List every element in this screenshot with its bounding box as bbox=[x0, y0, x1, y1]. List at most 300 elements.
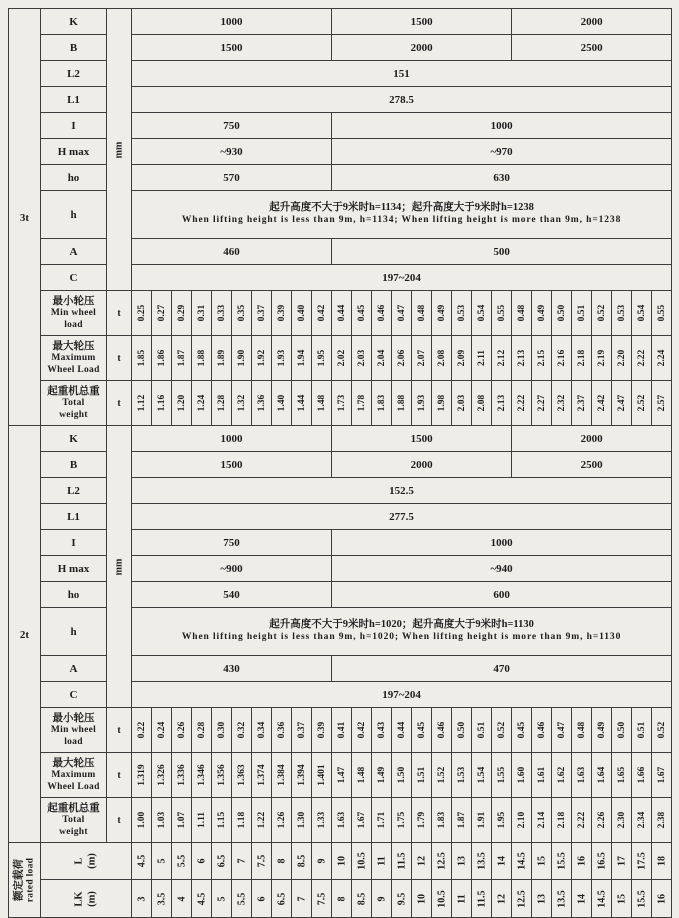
unit-t-label: t bbox=[107, 291, 132, 336]
span-value-cell: 12 bbox=[412, 843, 432, 880]
min-wheel-value-cell: 0.49 bbox=[532, 291, 552, 336]
max-wheel-value-cell: 1.55 bbox=[492, 753, 512, 798]
param-label-Hmax: H max bbox=[41, 139, 107, 165]
param-label-K: K bbox=[41, 426, 107, 452]
max-wheel-value-cell: 1.54 bbox=[472, 753, 492, 798]
total-weight-value-cell: 1.11 bbox=[192, 798, 212, 843]
param-label-total-weight: 起重机总重 Total weight bbox=[41, 381, 107, 426]
section-span bbox=[9, 843, 672, 918]
rail-value-cell: 13 bbox=[532, 880, 552, 918]
total-weight-value-cell: 1.48 bbox=[312, 381, 332, 426]
total-weight-value-cell: 1.40 bbox=[272, 381, 292, 426]
rated-load-header bbox=[12, 858, 37, 902]
max-wheel-value-cell: 2.07 bbox=[412, 336, 432, 381]
min-wheel-value-cell: 0.31 bbox=[192, 291, 212, 336]
crane-spec-table bbox=[8, 8, 672, 918]
min-wheel-value-cell: 0.51 bbox=[572, 291, 592, 336]
max-wheel-value-cell: 2.24 bbox=[652, 336, 672, 381]
min-wheel-value-cell: 0.26 bbox=[172, 708, 192, 753]
rail-value-cell: 10 bbox=[412, 880, 432, 918]
max-wheel-value-cell: 1.90 bbox=[232, 336, 252, 381]
min-wheel-value-cell: 0.49 bbox=[432, 291, 452, 336]
total-weight-value-cell: 1.83 bbox=[432, 798, 452, 843]
param-label-B: B bbox=[41, 35, 107, 61]
max-wheel-value-cell: 2.22 bbox=[632, 336, 652, 381]
total-weight-value-cell: 1.24 bbox=[192, 381, 212, 426]
max-wheel-value-cell: 1.64 bbox=[592, 753, 612, 798]
value-cell: 500 bbox=[332, 239, 672, 265]
min-wheel-value-cell: 0.51 bbox=[472, 708, 492, 753]
max-wheel-value-cell: 1.67 bbox=[652, 753, 672, 798]
span-value-cell: 5 bbox=[152, 843, 172, 880]
rail-label: LK (m) bbox=[73, 890, 97, 907]
total-weight-value-cell: 1.18 bbox=[232, 798, 252, 843]
param-label-L2: L2 bbox=[41, 478, 107, 504]
rail-value-cell: 12.5 bbox=[512, 880, 532, 918]
max-wheel-value-cell: 1.60 bbox=[512, 753, 532, 798]
total-weight-value-cell: 1.00 bbox=[132, 798, 152, 843]
value-cell: 277.5 bbox=[132, 504, 672, 530]
row-min-wheel-3t bbox=[9, 291, 672, 336]
total-weight-value-cell: 2.18 bbox=[552, 798, 572, 843]
max-wheel-value-cell: 1.62 bbox=[552, 753, 572, 798]
max-wheel-value-cell: 1.93 bbox=[272, 336, 292, 381]
total-weight-value-cell: 2.52 bbox=[632, 381, 652, 426]
value-cell: 1500 bbox=[132, 35, 332, 61]
min-wheel-value-cell: 0.54 bbox=[472, 291, 492, 336]
max-wheel-value-cell: 1.52 bbox=[432, 753, 452, 798]
value-cell: 460 bbox=[132, 239, 332, 265]
min-wheel-value-cell: 0.52 bbox=[652, 708, 672, 753]
param-label-Hmax: H max bbox=[41, 556, 107, 582]
param-label-L1: L1 bbox=[41, 504, 107, 530]
total-weight-value-cell: 2.47 bbox=[612, 381, 632, 426]
rail-value-cell: 11.5 bbox=[472, 880, 492, 918]
value-cell: 470 bbox=[332, 656, 672, 682]
min-wheel-value-cell: 0.41 bbox=[332, 708, 352, 753]
lifting-height-note-en: When lifting height is less than 9m, h=1020; When lifting height is more than 9m, h=1130 bbox=[181, 632, 622, 643]
min-wheel-value-cell: 0.47 bbox=[552, 708, 572, 753]
max-wheel-value-cell: 2.04 bbox=[372, 336, 392, 381]
min-wheel-value-cell: 0.51 bbox=[632, 708, 652, 753]
total-weight-value-cell: 1.28 bbox=[212, 381, 232, 426]
min-wheel-value-cell: 0.39 bbox=[272, 291, 292, 336]
max-wheel-value-cell: 1.88 bbox=[192, 336, 212, 381]
max-wheel-value-cell: 1.401 bbox=[312, 753, 332, 798]
min-wheel-value-cell: 0.46 bbox=[372, 291, 392, 336]
span-value-cell: 15 bbox=[532, 843, 552, 880]
value-cell: 1000 bbox=[332, 113, 672, 139]
unit-mm-label: mm bbox=[113, 141, 125, 158]
rated-load-2t-label: 2t bbox=[19, 629, 30, 641]
value-cell: 278.5 bbox=[132, 87, 672, 113]
value-cell: 1500 bbox=[332, 426, 512, 452]
min-wheel-value-cell: 0.42 bbox=[312, 291, 332, 336]
min-wheel-value-cell: 0.44 bbox=[392, 708, 412, 753]
span-value-cell: 8 bbox=[272, 843, 292, 880]
param-label-L2: L2 bbox=[41, 61, 107, 87]
rail-value-cell: 9 bbox=[372, 880, 392, 918]
value-cell: 152.5 bbox=[132, 478, 672, 504]
unit-t-label: t bbox=[107, 381, 132, 426]
total-weight-value-cell: 1.67 bbox=[352, 798, 372, 843]
max-wheel-value-cell: 1.63 bbox=[572, 753, 592, 798]
value-cell: 1000 bbox=[132, 426, 332, 452]
param-label-h: h bbox=[41, 608, 107, 656]
min-wheel-value-cell: 0.45 bbox=[412, 708, 432, 753]
min-wheel-value-cell: 0.50 bbox=[452, 708, 472, 753]
total-weight-value-cell: 2.03 bbox=[452, 381, 472, 426]
max-wheel-value-cell: 2.18 bbox=[572, 336, 592, 381]
min-wheel-value-cell: 0.50 bbox=[552, 291, 572, 336]
param-label-ho: ho bbox=[41, 582, 107, 608]
rail-value-cell: 8 bbox=[332, 880, 352, 918]
value-cell: 1500 bbox=[132, 452, 332, 478]
min-wheel-value-cell: 0.34 bbox=[252, 708, 272, 753]
total-weight-value-cell: 1.93 bbox=[412, 381, 432, 426]
max-wheel-value-cell: 2.06 bbox=[392, 336, 412, 381]
value-cell: 2000 bbox=[512, 9, 672, 35]
rated-load-3t-label: 3t bbox=[19, 212, 30, 224]
max-wheel-value-cell: 1.94 bbox=[292, 336, 312, 381]
max-wheel-value-cell: 2.16 bbox=[552, 336, 572, 381]
span-value-cell: 11 bbox=[372, 843, 392, 880]
max-wheel-value-cell: 2.02 bbox=[332, 336, 352, 381]
max-wheel-value-cell: 1.66 bbox=[632, 753, 652, 798]
min-wheel-value-cell: 0.52 bbox=[492, 708, 512, 753]
max-wheel-value-cell: 1.86 bbox=[152, 336, 172, 381]
rail-value-cell: 11 bbox=[452, 880, 472, 918]
value-cell: 1000 bbox=[132, 9, 332, 35]
total-weight-value-cell: 2.57 bbox=[652, 381, 672, 426]
min-wheel-value-cell: 0.46 bbox=[532, 708, 552, 753]
max-wheel-value-cell: 1.61 bbox=[532, 753, 552, 798]
min-wheel-value-cell: 0.32 bbox=[232, 708, 252, 753]
rail-value-cell: 4.5 bbox=[192, 880, 212, 918]
unit-t-label: t bbox=[107, 336, 132, 381]
unit-t-label: t bbox=[107, 708, 132, 753]
rail-value-cell: 3 bbox=[132, 880, 152, 918]
min-wheel-value-cell: 0.43 bbox=[372, 708, 392, 753]
max-wheel-value-cell: 2.11 bbox=[472, 336, 492, 381]
row-min-wheel-2t bbox=[9, 708, 672, 753]
min-wheel-value-cell: 0.42 bbox=[352, 708, 372, 753]
rail-value-cell: 6 bbox=[252, 880, 272, 918]
lifting-height-note-cell bbox=[132, 191, 672, 239]
max-wheel-value-cell: 1.89 bbox=[212, 336, 232, 381]
min-wheel-value-cell: 0.47 bbox=[392, 291, 412, 336]
rail-value-cell: 5 bbox=[212, 880, 232, 918]
unit-mm-label: mm bbox=[113, 558, 125, 575]
total-weight-value-cell: 1.16 bbox=[152, 381, 172, 426]
min-wheel-value-cell: 0.48 bbox=[512, 291, 532, 336]
span-value-cell: 10.5 bbox=[352, 843, 372, 880]
total-weight-value-cell: 1.95 bbox=[492, 798, 512, 843]
value-cell: 197~204 bbox=[132, 265, 672, 291]
param-label-A: A bbox=[41, 239, 107, 265]
total-weight-value-cell: 1.22 bbox=[252, 798, 272, 843]
rated-load-cn: 额定载荷 bbox=[13, 859, 25, 901]
unit-t-label: t bbox=[107, 798, 132, 843]
max-wheel-value-cell: 2.12 bbox=[492, 336, 512, 381]
row-K-3t bbox=[9, 9, 672, 35]
row-LK bbox=[9, 880, 672, 918]
min-wheel-value-cell: 0.48 bbox=[412, 291, 432, 336]
total-weight-value-cell: 2.38 bbox=[652, 798, 672, 843]
span-label-cell bbox=[41, 843, 132, 880]
lifting-height-note-en: When lifting height is less than 9m, h=1134; When lifting height is more than 9m, h=1238 bbox=[181, 215, 622, 226]
value-cell: ~970 bbox=[332, 139, 672, 165]
total-weight-value-cell: 2.42 bbox=[592, 381, 612, 426]
max-wheel-value-cell: 1.65 bbox=[612, 753, 632, 798]
max-wheel-value-cell: 1.50 bbox=[392, 753, 412, 798]
total-weight-value-cell: 1.63 bbox=[332, 798, 352, 843]
value-cell: 2500 bbox=[512, 35, 672, 61]
value-cell: ~900 bbox=[132, 556, 332, 582]
total-weight-value-cell: 2.08 bbox=[472, 381, 492, 426]
rail-value-cell: 15.5 bbox=[632, 880, 652, 918]
total-weight-value-cell: 2.22 bbox=[512, 381, 532, 426]
min-wheel-value-cell: 0.44 bbox=[332, 291, 352, 336]
section-3t bbox=[9, 9, 672, 426]
lifting-height-note-cn: 起升高度不大于9米时h=1134；起升高度大于9米时h=1238 bbox=[269, 202, 534, 214]
max-wheel-value-cell: 2.09 bbox=[452, 336, 472, 381]
rated-load-3t-cell bbox=[9, 9, 41, 426]
span-value-cell: 13 bbox=[452, 843, 472, 880]
total-weight-value-cell: 1.88 bbox=[392, 381, 412, 426]
span-value-cell: 6.5 bbox=[212, 843, 232, 880]
min-wheel-value-cell: 0.50 bbox=[612, 708, 632, 753]
rail-value-cell: 10.5 bbox=[432, 880, 452, 918]
rail-value-cell: 7.5 bbox=[312, 880, 332, 918]
value-cell: 540 bbox=[132, 582, 332, 608]
min-wheel-value-cell: 0.54 bbox=[632, 291, 652, 336]
rail-value-cell: 14.5 bbox=[592, 880, 612, 918]
total-weight-value-cell: 1.20 bbox=[172, 381, 192, 426]
span-value-cell: 17.5 bbox=[632, 843, 652, 880]
min-wheel-value-cell: 0.27 bbox=[152, 291, 172, 336]
param-label-ho: ho bbox=[41, 165, 107, 191]
span-value-cell: 7.5 bbox=[252, 843, 272, 880]
span-value-cell: 12.5 bbox=[432, 843, 452, 880]
rail-value-cell: 5.5 bbox=[232, 880, 252, 918]
total-weight-value-cell: 1.73 bbox=[332, 381, 352, 426]
unit-mm-cell bbox=[107, 9, 132, 291]
spec-sheet bbox=[8, 8, 672, 918]
param-label-I: I bbox=[41, 530, 107, 556]
max-wheel-value-cell: 1.49 bbox=[372, 753, 392, 798]
value-cell: 197~204 bbox=[132, 682, 672, 708]
max-wheel-value-cell: 1.85 bbox=[132, 336, 152, 381]
rail-label-cell bbox=[41, 880, 132, 918]
param-label-A: A bbox=[41, 656, 107, 682]
lifting-height-note-cell bbox=[132, 608, 672, 656]
param-label-h: h bbox=[41, 191, 107, 239]
min-wheel-value-cell: 0.45 bbox=[512, 708, 532, 753]
value-cell: 1000 bbox=[332, 530, 672, 556]
param-label-I: I bbox=[41, 113, 107, 139]
span-value-cell: 10 bbox=[332, 843, 352, 880]
value-cell: 2000 bbox=[512, 426, 672, 452]
min-wheel-value-cell: 0.22 bbox=[132, 708, 152, 753]
min-wheel-value-cell: 0.24 bbox=[152, 708, 172, 753]
max-wheel-value-cell: 1.51 bbox=[412, 753, 432, 798]
span-value-cell: 18 bbox=[652, 843, 672, 880]
row-max-wheel-3t bbox=[9, 336, 672, 381]
value-cell: 600 bbox=[332, 582, 672, 608]
total-weight-value-cell: 1.44 bbox=[292, 381, 312, 426]
value-cell: 750 bbox=[132, 530, 332, 556]
row-K-2t bbox=[9, 426, 672, 452]
min-wheel-value-cell: 0.53 bbox=[612, 291, 632, 336]
param-label-C: C bbox=[41, 682, 107, 708]
total-weight-value-cell: 2.10 bbox=[512, 798, 532, 843]
span-value-cell: 6 bbox=[192, 843, 212, 880]
total-weight-value-cell: 2.32 bbox=[552, 381, 572, 426]
min-wheel-value-cell: 0.53 bbox=[452, 291, 472, 336]
total-weight-value-cell: 2.22 bbox=[572, 798, 592, 843]
span-value-cell: 4.5 bbox=[132, 843, 152, 880]
section-2t bbox=[9, 426, 672, 843]
value-cell: 750 bbox=[132, 113, 332, 139]
total-weight-value-cell: 1.36 bbox=[252, 381, 272, 426]
row-total-weight-3t bbox=[9, 381, 672, 426]
span-value-cell: 11.5 bbox=[392, 843, 412, 880]
value-cell: 2000 bbox=[332, 452, 512, 478]
span-value-cell: 15.5 bbox=[552, 843, 572, 880]
param-label-K: K bbox=[41, 9, 107, 35]
min-wheel-value-cell: 0.45 bbox=[352, 291, 372, 336]
max-wheel-value-cell: 2.19 bbox=[592, 336, 612, 381]
min-wheel-value-cell: 0.28 bbox=[192, 708, 212, 753]
lifting-height-note-cn: 起升高度不大于9米时h=1020；起升高度大于9米时h=1130 bbox=[269, 619, 534, 631]
param-label-C: C bbox=[41, 265, 107, 291]
span-value-cell: 9 bbox=[312, 843, 332, 880]
total-weight-value-cell: 2.34 bbox=[632, 798, 652, 843]
row-L bbox=[9, 843, 672, 880]
max-wheel-value-cell: 1.363 bbox=[232, 753, 252, 798]
value-cell: 2000 bbox=[332, 35, 512, 61]
total-weight-value-cell: 1.71 bbox=[372, 798, 392, 843]
total-weight-value-cell: 1.03 bbox=[152, 798, 172, 843]
max-wheel-value-cell: 1.53 bbox=[452, 753, 472, 798]
min-wheel-value-cell: 0.29 bbox=[172, 291, 192, 336]
max-wheel-value-cell: 1.384 bbox=[272, 753, 292, 798]
rail-value-cell: 15 bbox=[612, 880, 632, 918]
min-wheel-value-cell: 0.39 bbox=[312, 708, 332, 753]
min-wheel-value-cell: 0.48 bbox=[572, 708, 592, 753]
value-cell: 151 bbox=[132, 61, 672, 87]
max-wheel-value-cell: 2.20 bbox=[612, 336, 632, 381]
total-weight-value-cell: 1.30 bbox=[292, 798, 312, 843]
max-wheel-value-cell: 1.356 bbox=[212, 753, 232, 798]
min-wheel-value-cell: 0.37 bbox=[252, 291, 272, 336]
min-wheel-value-cell: 0.52 bbox=[592, 291, 612, 336]
rated-load-en: rated load bbox=[25, 857, 36, 903]
max-wheel-value-cell: 1.326 bbox=[152, 753, 172, 798]
min-wheel-value-cell: 0.37 bbox=[292, 708, 312, 753]
total-weight-value-cell: 1.12 bbox=[132, 381, 152, 426]
param-label-max-wheel: 最大轮压 Maximum Wheel Load bbox=[41, 336, 107, 381]
span-label: L (m) bbox=[73, 853, 97, 869]
total-weight-value-cell: 1.83 bbox=[372, 381, 392, 426]
rail-value-cell: 6.5 bbox=[272, 880, 292, 918]
total-weight-value-cell: 1.75 bbox=[392, 798, 412, 843]
total-weight-value-cell: 1.78 bbox=[352, 381, 372, 426]
value-cell: 570 bbox=[132, 165, 332, 191]
min-wheel-value-cell: 0.40 bbox=[292, 291, 312, 336]
total-weight-value-cell: 1.07 bbox=[172, 798, 192, 843]
rated-load-2t-cell bbox=[9, 426, 41, 843]
max-wheel-value-cell: 1.95 bbox=[312, 336, 332, 381]
total-weight-value-cell: 2.14 bbox=[532, 798, 552, 843]
total-weight-value-cell: 2.37 bbox=[572, 381, 592, 426]
min-wheel-value-cell: 0.46 bbox=[432, 708, 452, 753]
row-total-weight-2t bbox=[9, 798, 672, 843]
total-weight-value-cell: 1.26 bbox=[272, 798, 292, 843]
rail-value-cell: 13.5 bbox=[552, 880, 572, 918]
rail-value-cell: 9.5 bbox=[392, 880, 412, 918]
total-weight-value-cell: 1.91 bbox=[472, 798, 492, 843]
min-wheel-value-cell: 0.25 bbox=[132, 291, 152, 336]
max-wheel-value-cell: 1.319 bbox=[132, 753, 152, 798]
rail-value-cell: 12 bbox=[492, 880, 512, 918]
max-wheel-value-cell: 1.47 bbox=[332, 753, 352, 798]
min-wheel-value-cell: 0.55 bbox=[492, 291, 512, 336]
min-wheel-value-cell: 0.49 bbox=[592, 708, 612, 753]
rail-value-cell: 16 bbox=[652, 880, 672, 918]
max-wheel-value-cell: 2.15 bbox=[532, 336, 552, 381]
rated-load-header-cell bbox=[9, 843, 41, 918]
value-cell: 2500 bbox=[512, 452, 672, 478]
unit-t-label: t bbox=[107, 753, 132, 798]
param-label-L1: L1 bbox=[41, 87, 107, 113]
rail-value-cell: 4 bbox=[172, 880, 192, 918]
span-value-cell: 16.5 bbox=[592, 843, 612, 880]
value-cell: 1500 bbox=[332, 9, 512, 35]
span-value-cell: 8.5 bbox=[292, 843, 312, 880]
param-label-B: B bbox=[41, 452, 107, 478]
max-wheel-value-cell: 2.03 bbox=[352, 336, 372, 381]
total-weight-value-cell: 1.87 bbox=[452, 798, 472, 843]
param-label-max-wheel: 最大轮压 Maximum Wheel Load bbox=[41, 753, 107, 798]
span-value-cell: 14 bbox=[492, 843, 512, 880]
total-weight-value-cell: 2.13 bbox=[492, 381, 512, 426]
rail-value-cell: 7 bbox=[292, 880, 312, 918]
max-wheel-value-cell: 1.374 bbox=[252, 753, 272, 798]
max-wheel-value-cell: 1.48 bbox=[352, 753, 372, 798]
max-wheel-value-cell: 2.08 bbox=[432, 336, 452, 381]
span-value-cell: 5.5 bbox=[172, 843, 192, 880]
span-value-cell: 14.5 bbox=[512, 843, 532, 880]
max-wheel-value-cell: 2.13 bbox=[512, 336, 532, 381]
span-value-cell: 13.5 bbox=[472, 843, 492, 880]
min-wheel-value-cell: 0.36 bbox=[272, 708, 292, 753]
max-wheel-value-cell: 1.87 bbox=[172, 336, 192, 381]
total-weight-value-cell: 2.26 bbox=[592, 798, 612, 843]
total-weight-value-cell: 2.27 bbox=[532, 381, 552, 426]
min-wheel-value-cell: 0.30 bbox=[212, 708, 232, 753]
value-cell: ~940 bbox=[332, 556, 672, 582]
max-wheel-value-cell: 1.336 bbox=[172, 753, 192, 798]
rail-value-cell: 3.5 bbox=[152, 880, 172, 918]
total-weight-value-cell: 1.33 bbox=[312, 798, 332, 843]
total-weight-value-cell: 1.32 bbox=[232, 381, 252, 426]
total-weight-value-cell: 1.79 bbox=[412, 798, 432, 843]
total-weight-value-cell: 1.15 bbox=[212, 798, 232, 843]
value-cell: 430 bbox=[132, 656, 332, 682]
span-value-cell: 16 bbox=[572, 843, 592, 880]
